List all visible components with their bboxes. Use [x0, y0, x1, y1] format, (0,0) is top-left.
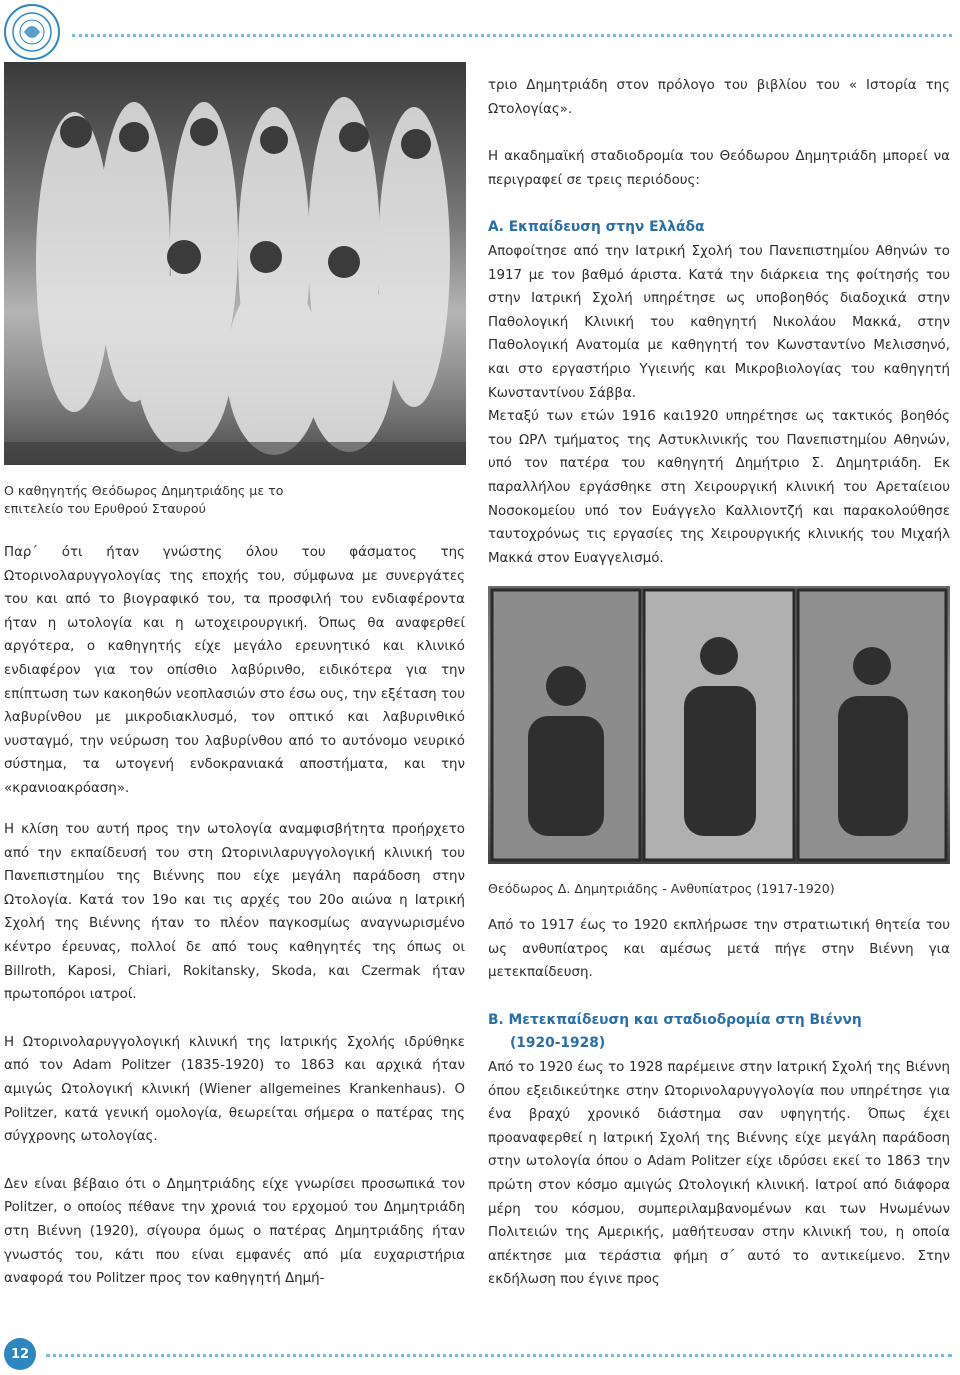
paragraph-vienna-otology: Η κλίση του αυτή προς την ωτολογία αναμφισβήτητα προήρχετο από την εκπαίδευσή του στη Ωτορινιλαρυγγολογική κλινική του Πανεπιστημίου της Βιέννης που είχε μεγάλη παράδοση στην Ωτολογία. Κατά τον 19ο και τις αρχές του 20ο αιώνα η Ιατρική Σχολή της Βιέννης ήταν το πλέον παγκοσμίως αναγνωρισμένο κέντρο έρευνας, πολλοί δε από τους καθηγητές της όπως οι Billroth, Kaposi, Chiari, Rokitansky, Skoda, και Czermak ήταν πρωτοπόροι ιατροί.: [4, 822, 465, 1003]
paragraph-history-book: τριο Δημητριάδη στον πρόλογο του βιβλίου του « Ιστορία της Ωτολογίας».: [488, 78, 950, 117]
footer-dotted-rule: [46, 1354, 952, 1357]
paragraph-vienna-career: Από το 1920 έως το 1928 παρέμεινε στην Ιατρική Σχολή της Βιέννη όπου εξειδικεύτηκε στην Ωτορινολαρυγγολογία που υπηρέτησε για ένα βραχύ χρονικό διάστημα σαν υφηγητής. Όπως έχει προαναφερθεί η Ιατρική Σχολή της Βιέννης είχε μεγάλη παράδοση στην ωτολογία όπου ο Adam Politzer είχε ιδρύσει εκεί το 1863 την πρώτη στον κόσμο αμιγώς Ωτολογική κλινική. Ιατροί από διάφορα μέρη του κόσμου, συμπεριλαμβανομένων και των Ηνωμένων Πολιτειών της Αμερικής, μαθήτευσαν στην κλινική του, η οποία απέκτησε μια τεράστια φήμη σ΄ αυτό το αντικείμενο. Στην εκδήλωση που έγινε προς: [488, 1059, 950, 1288]
paragraph-graduation: Αποφοίτησε από την Ιατρική Σχολή του Πανεπιστημίου Αθηνών το 1917 με τον βαθμό άριστα. Κατά την διάρκεια της φοίτησής του στην Ιατρική Σχολή υπηρέτησε ως υποβοηθός διαδοχικά στην Παθολογική Κλινική του καθηγητή Νικολάου Μακκά, στην Παθολογική Ανατομία με καθηγητή τον Κωνσταντίνο Μελισσηνό, και στο εργαστήριο Υγιεινής και Μικροβιολογίας του καθηγητή Κωνσταντίνου Σάββα.: [488, 243, 950, 401]
military-portraits-photo: [488, 586, 950, 864]
paragraph-assistant: Μεταξύ των ετών 1916 και1920 υπηρέτησε ως τακτικός βοηθός του ΩΡΛ τμήματος της Αστυκλινικής του Πανεπιστημίου Αθηνών, υπό τον πατέρα του καθηγητή Δημήτριο Σ. Δημητριάδη. Εκ παραλλήλου εργάσθηκε στη Χειρουργική κλινική του Αρεταίειου Νοσοκομείου υπό τον Ευάγγελο Καλλιοντζή και παρακολούθησε ταυτοχρόνως τις εργασίες της Χειρουργικής κλινικής του Μιχαήλ Μακκά στον Ευαγγελισμό.: [488, 409, 950, 566]
paragraph-interests: Παρ΄ ότι ήταν γνώστης όλου του φάσματος της Ωτορινολαρυγγολογίας της εποχής του, σύμφωνα με συνεργάτες του και από το βιογραφικό του, τα προσφιλή του ενδιαφέροντα ήταν η ωτολογία και η ωτοχειρουργική. Όπως θα αναφερθεί αργότερα, ο καθηγητής είχε μεγάλο ερευνητικό και κλινικό ενδιαφέρον για τον οπίσθιο λαβύρινθο, ειδικότερα για την επίπτωση των κακοηθών νεοπλασιών στο έσω ους, την εξέταση του λαβυρίνθου με μικροδιακλυσμό, τον οπτικό και λαβυρινθικό νυσταγμό, την νεύρωση του λαβυρίνθου από το αυτόνομο νευρικό σύστημα, τα ωτογενή ενδοκρανιακά αποστήματα, και την «κρανιοακρόαση».: [4, 545, 465, 796]
header-dotted-rule: [72, 34, 952, 37]
heading-education-greece: Α. Εκπαίδευση στην Ελλάδα: [488, 219, 705, 236]
paragraph-career-periods: Η ακαδημαϊκή σταδιοδρομία του Θεόδωρου Δημητριάδη μπορεί να περιγραφεί σε τρεις περιόδους:: [488, 149, 950, 188]
right-column-lower: [488, 914, 950, 1292]
staff-photo-caption: Ο καθηγητής Θεόδωρος Δημητριάδης με το επιτελείο του Ερυθρού Σταυρού: [4, 483, 284, 516]
paragraph-politzer-clinic: Η Ωτορινολαρυγγολογική κλινική της Ιατρικής Σχολής ιδρύθηκε από τον Adam Politzer (1835-1920) το 1863 και αρχικά ήταν αμιγώς Ωτολογική κλινική (Wiener allgemeines Krankenhaus). Ο Politzer, κατά γενική ομολογία, θεωρείται σήμερα ο πατέρας της σύγχρονης ωτολογίας.: [4, 1034, 465, 1145]
heading-vienna: Β. Μετεκπαίδευση και σταδιοδρομία στη Βιέννη: [488, 1011, 862, 1028]
society-seal-icon: [4, 4, 60, 60]
page-number: 12: [4, 1338, 36, 1370]
right-column-upper: [488, 74, 950, 570]
paragraph-politzer-acquaintance: Δεν είναι βέβαιο ότι ο Δημητριάδης είχε γνωρίσει προσωπικά τον Politzer, ο οποίος πέθανε την χρονιά του ερχομού του Δημητριάδη στη Βιέννη (1920), σίγουρα όμως ο πατέρας Δημητριάδης ήταν γνωστός του, κάτι που είναι εμφανές από μία ευχαριστήρια αναφορά του Politzer προς τον καθηγητή Δημή-: [4, 1176, 465, 1287]
left-column-lower: [4, 818, 465, 1291]
left-column-upper: [4, 541, 465, 801]
portraits-caption: Θεόδωρος Δ. Δημητριάδης - Ανθυπίατρος (1917-1920): [488, 881, 835, 896]
staff-group-photo: [4, 62, 466, 465]
paragraph-military-service: Από το 1917 έως το 1920 εκπλήρωσε την στρατιωτική θητεία του ως ανθυπίατρος και αμέσως μετά πήγε στην Βιέννη για μετεκπαίδευση.: [488, 918, 950, 981]
heading-vienna-years: (1920-1928): [510, 1035, 606, 1052]
